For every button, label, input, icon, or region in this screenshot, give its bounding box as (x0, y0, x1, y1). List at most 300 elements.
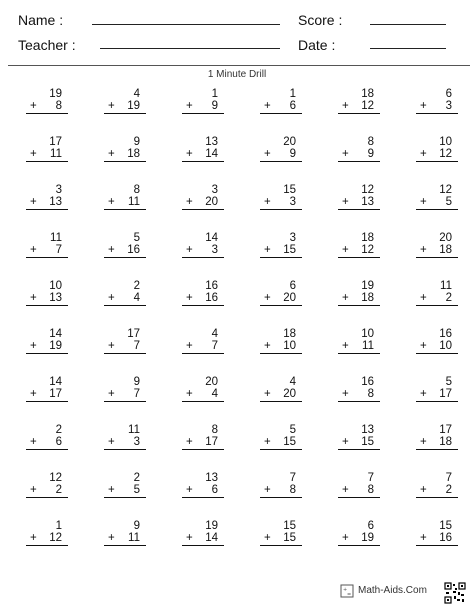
top-addend: 3 (55, 184, 62, 196)
bottom-addend-row (26, 244, 68, 258)
plus-sign: + (342, 340, 349, 352)
bottom-addend-row (260, 148, 302, 162)
bottom-addend: 14 (205, 532, 218, 544)
plus-sign: + (342, 100, 349, 112)
bottom-addend: 20 (205, 196, 218, 208)
top-addend: 1 (289, 88, 296, 100)
bottom-addend: 10 (283, 340, 296, 352)
bottom-addend: 15 (283, 532, 296, 544)
plus-sign: + (108, 388, 115, 400)
bottom-addend-row (182, 436, 224, 450)
top-addend: 10 (439, 136, 452, 148)
top-addend: 19 (205, 520, 218, 532)
bottom-addend: 8 (55, 100, 62, 112)
bottom-addend: 6 (55, 436, 62, 448)
top-addend: 4 (133, 88, 140, 100)
addition-problem (416, 280, 458, 318)
bottom-addend: 18 (361, 292, 374, 304)
bottom-addend-row (182, 484, 224, 498)
plus-sign: + (264, 532, 271, 544)
bottom-addend-row (104, 436, 146, 450)
top-addend: 7 (289, 472, 296, 484)
bottom-addend-row (416, 484, 458, 498)
plus-sign: + (108, 436, 115, 448)
plus-sign: + (186, 100, 193, 112)
bottom-addend: 13 (49, 196, 62, 208)
bottom-addend: 3 (445, 100, 452, 112)
bottom-addend-row (182, 244, 224, 258)
bottom-addend: 8 (289, 484, 296, 496)
addition-problem (260, 232, 302, 270)
plus-sign: + (264, 436, 271, 448)
plus-sign: + (186, 196, 193, 208)
plus-sign: + (30, 532, 37, 544)
top-addend: 11 (50, 232, 62, 244)
bottom-addend-row (338, 196, 380, 210)
plus-sign: + (30, 148, 37, 160)
brand-text: Math-Aids.Com (358, 585, 427, 596)
addition-problem (26, 520, 68, 558)
plus-sign: + (30, 436, 37, 448)
plus-sign: + (186, 484, 193, 496)
math-aids-logo-icon (340, 584, 354, 598)
addition-problem (26, 136, 68, 174)
plus-sign: + (342, 292, 349, 304)
bottom-addend-row (104, 148, 146, 162)
bottom-addend: 6 (289, 100, 296, 112)
plus-sign: + (30, 484, 37, 496)
addition-problem (182, 328, 224, 366)
addition-problem (104, 88, 146, 126)
bottom-addend: 13 (49, 292, 62, 304)
bottom-addend-row (104, 196, 146, 210)
bottom-addend-row (26, 532, 68, 546)
bottom-addend-row (416, 100, 458, 114)
bottom-addend-row (416, 292, 458, 306)
top-addend: 14 (49, 328, 62, 340)
top-addend: 4 (289, 376, 296, 388)
score-line[interactable] (370, 24, 446, 25)
addition-problem (104, 184, 146, 222)
svg-text:+: + (343, 587, 348, 593)
bottom-addend: 9 (211, 100, 218, 112)
bottom-addend-row (104, 100, 146, 114)
plus-sign: + (186, 292, 193, 304)
bottom-addend-row (416, 532, 458, 546)
bottom-addend-row (182, 196, 224, 210)
bottom-addend-row (182, 388, 224, 402)
plus-sign: + (108, 292, 115, 304)
plus-sign: + (264, 244, 271, 256)
addition-problem (104, 280, 146, 318)
top-addend: 4 (211, 328, 218, 340)
bottom-addend: 12 (361, 244, 374, 256)
addition-problem (26, 280, 68, 318)
plus-sign: + (420, 292, 427, 304)
addition-problem (416, 232, 458, 270)
plus-sign: + (420, 148, 427, 160)
bottom-addend: 15 (283, 436, 296, 448)
bottom-addend-row (338, 388, 380, 402)
footer (340, 582, 470, 602)
bottom-addend: 2 (55, 484, 62, 496)
plus-sign: + (264, 388, 271, 400)
bottom-addend-row (182, 292, 224, 306)
bottom-addend-row (26, 292, 68, 306)
plus-sign: + (108, 532, 115, 544)
addition-problem (416, 88, 458, 126)
bottom-addend-row (416, 340, 458, 354)
plus-sign: + (30, 244, 37, 256)
bottom-addend-row (260, 340, 302, 354)
addition-problem (26, 424, 68, 462)
plus-sign: + (342, 196, 349, 208)
addition-problem (260, 424, 302, 462)
bottom-addend-row (182, 148, 224, 162)
bottom-addend-row (338, 532, 380, 546)
addition-problem (104, 520, 146, 558)
addition-problem (338, 424, 380, 462)
bottom-addend: 3 (133, 436, 140, 448)
addition-problem (338, 184, 380, 222)
bottom-addend-row (338, 436, 380, 450)
addition-problem (260, 472, 302, 510)
plus-sign: + (108, 196, 115, 208)
bottom-addend: 18 (439, 436, 452, 448)
bottom-addend: 16 (127, 244, 140, 256)
addition-problem (182, 376, 224, 414)
top-addend: 19 (49, 88, 62, 100)
bottom-addend-row (260, 196, 302, 210)
plus-sign: + (420, 100, 427, 112)
bottom-addend-row (260, 484, 302, 498)
score-label: Score : (298, 12, 343, 28)
top-addend: 5 (445, 376, 452, 388)
problem-grid (20, 88, 460, 568)
bottom-addend: 6 (211, 484, 218, 496)
bottom-addend: 10 (439, 340, 452, 352)
addition-problem (260, 280, 302, 318)
top-addend: 8 (133, 184, 140, 196)
bottom-addend: 18 (127, 148, 140, 160)
bottom-addend: 16 (439, 532, 452, 544)
top-addend: 7 (445, 472, 452, 484)
addition-problem (416, 424, 458, 462)
bottom-addend-row (260, 244, 302, 258)
plus-sign: + (108, 340, 115, 352)
addition-problem (416, 328, 458, 366)
bottom-addend: 13 (361, 196, 374, 208)
svg-text:=: = (347, 592, 352, 598)
addition-problem (104, 424, 146, 462)
plus-sign: + (420, 196, 427, 208)
bottom-addend-row (26, 148, 68, 162)
bottom-addend-row (260, 292, 302, 306)
bottom-addend: 11 (128, 196, 140, 208)
top-addend: 15 (283, 520, 296, 532)
bottom-addend-row (260, 388, 302, 402)
bottom-addend-row (260, 100, 302, 114)
bottom-addend-row (416, 244, 458, 258)
addition-problem (416, 520, 458, 558)
bottom-addend: 17 (49, 388, 62, 400)
bottom-addend: 3 (289, 196, 296, 208)
addition-problem (338, 520, 380, 558)
plus-sign: + (186, 436, 193, 448)
plus-sign: + (264, 100, 271, 112)
bottom-addend-row (104, 340, 146, 354)
top-addend: 8 (211, 424, 218, 436)
addition-problem (26, 88, 68, 126)
header-divider (8, 65, 470, 66)
top-addend: 18 (283, 328, 296, 340)
bottom-addend: 19 (361, 532, 374, 544)
bottom-addend: 9 (367, 148, 374, 160)
bottom-addend: 7 (211, 340, 218, 352)
bottom-addend-row (416, 436, 458, 450)
top-addend: 6 (445, 88, 452, 100)
plus-sign: + (186, 340, 193, 352)
plus-sign: + (420, 388, 427, 400)
addition-problem (104, 232, 146, 270)
bottom-addend-row (104, 292, 146, 306)
bottom-addend-row (338, 292, 380, 306)
addition-problem (182, 184, 224, 222)
name-label: Name : (18, 12, 64, 28)
top-addend: 1 (211, 88, 218, 100)
plus-sign: + (186, 148, 193, 160)
top-addend: 17 (127, 328, 140, 340)
addition-problem (182, 520, 224, 558)
top-addend: 9 (133, 136, 140, 148)
plus-sign: + (186, 532, 193, 544)
plus-sign: + (186, 244, 193, 256)
bottom-addend: 2 (445, 292, 452, 304)
bottom-addend: 12 (49, 532, 62, 544)
teacher-line[interactable] (100, 48, 280, 49)
plus-sign: + (420, 436, 427, 448)
addition-problem (182, 88, 224, 126)
plus-sign: + (420, 532, 427, 544)
top-addend: 16 (439, 328, 452, 340)
bottom-addend: 7 (133, 388, 140, 400)
addition-problem (182, 424, 224, 462)
plus-sign: + (420, 244, 427, 256)
addition-problem (416, 472, 458, 510)
addition-problem (338, 88, 380, 126)
top-addend: 7 (367, 472, 374, 484)
bottom-addend-row (338, 100, 380, 114)
addition-problem (104, 376, 146, 414)
addition-problem (260, 184, 302, 222)
top-addend: 9 (133, 376, 140, 388)
addition-problem (260, 520, 302, 558)
bottom-addend-row (416, 388, 458, 402)
bottom-addend: 11 (362, 340, 374, 352)
plus-sign: + (30, 292, 37, 304)
bottom-addend-row (104, 388, 146, 402)
plus-sign: + (30, 340, 37, 352)
plus-sign: + (342, 436, 349, 448)
addition-problem (416, 184, 458, 222)
plus-sign: + (264, 292, 271, 304)
plus-sign: + (108, 148, 115, 160)
top-addend: 10 (49, 280, 62, 292)
plus-sign: + (342, 148, 349, 160)
top-addend: 18 (361, 232, 374, 244)
worksheet-header (0, 0, 474, 64)
addition-problem (416, 136, 458, 174)
top-addend: 17 (439, 424, 452, 436)
top-addend: 2 (133, 280, 140, 292)
name-line[interactable] (92, 24, 280, 25)
addition-problem (182, 472, 224, 510)
addition-problem (26, 232, 68, 270)
addition-problem (260, 328, 302, 366)
plus-sign: + (108, 100, 115, 112)
bottom-addend-row (104, 532, 146, 546)
top-addend: 20 (283, 136, 296, 148)
addition-problem (338, 472, 380, 510)
top-addend: 12 (439, 184, 452, 196)
bottom-addend-row (26, 196, 68, 210)
plus-sign: + (264, 484, 271, 496)
addition-problem (260, 88, 302, 126)
top-addend: 16 (205, 280, 218, 292)
top-addend: 10 (361, 328, 374, 340)
plus-sign: + (342, 244, 349, 256)
bottom-addend-row (182, 100, 224, 114)
top-addend: 13 (205, 136, 218, 148)
top-addend: 20 (205, 376, 218, 388)
bottom-addend-row (104, 244, 146, 258)
addition-problem (104, 136, 146, 174)
top-addend: 1 (55, 520, 62, 532)
addition-problem (338, 232, 380, 270)
addition-problem (416, 376, 458, 414)
addition-problem (338, 376, 380, 414)
top-addend: 20 (439, 232, 452, 244)
plus-sign: + (30, 388, 37, 400)
bottom-addend-row (416, 148, 458, 162)
bottom-addend: 14 (205, 148, 218, 160)
addition-problem (338, 136, 380, 174)
top-addend: 3 (289, 232, 296, 244)
top-addend: 5 (289, 424, 296, 436)
bottom-addend: 19 (49, 340, 62, 352)
plus-sign: + (420, 340, 427, 352)
plus-sign: + (264, 196, 271, 208)
bottom-addend: 5 (445, 196, 452, 208)
plus-sign: + (264, 148, 271, 160)
bottom-addend: 11 (128, 532, 140, 544)
plus-sign: + (186, 388, 193, 400)
addition-problem (260, 136, 302, 174)
bottom-addend: 9 (289, 148, 296, 160)
bottom-addend-row (26, 388, 68, 402)
bottom-addend: 20 (283, 388, 296, 400)
bottom-addend-row (260, 436, 302, 450)
bottom-addend: 4 (133, 292, 140, 304)
plus-sign: + (108, 244, 115, 256)
bottom-addend: 17 (205, 436, 218, 448)
plus-sign: + (264, 340, 271, 352)
plus-sign: + (30, 100, 37, 112)
bottom-addend-row (182, 532, 224, 546)
addition-problem (104, 472, 146, 510)
top-addend: 2 (133, 472, 140, 484)
addition-problem (182, 280, 224, 318)
top-addend: 14 (49, 376, 62, 388)
bottom-addend-row (338, 484, 380, 498)
addition-problem (338, 328, 380, 366)
bottom-addend: 12 (439, 148, 452, 160)
top-addend: 11 (128, 424, 140, 436)
bottom-addend-row (182, 340, 224, 354)
bottom-addend-row (26, 436, 68, 450)
addition-problem (26, 328, 68, 366)
date-line[interactable] (370, 48, 446, 49)
bottom-addend: 19 (127, 100, 140, 112)
bottom-addend-row (338, 340, 380, 354)
bottom-addend: 2 (445, 484, 452, 496)
top-addend: 13 (361, 424, 374, 436)
bottom-addend-row (104, 484, 146, 498)
qr-code-icon (444, 582, 466, 604)
bottom-addend: 15 (283, 244, 296, 256)
bottom-addend: 8 (367, 388, 374, 400)
addition-problem (182, 136, 224, 174)
top-addend: 15 (283, 184, 296, 196)
top-addend: 2 (55, 424, 62, 436)
bottom-addend-row (338, 148, 380, 162)
addition-problem (104, 328, 146, 366)
plus-sign: + (342, 484, 349, 496)
drill-title: 1 Minute Drill (207, 69, 267, 80)
top-addend: 18 (361, 88, 374, 100)
top-addend: 5 (133, 232, 140, 244)
date-label: Date : (298, 37, 336, 53)
bottom-addend: 3 (211, 244, 218, 256)
top-addend: 3 (211, 184, 218, 196)
top-addend: 15 (439, 520, 452, 532)
bottom-addend: 7 (133, 340, 140, 352)
bottom-addend-row (338, 244, 380, 258)
addition-problem (26, 472, 68, 510)
bottom-addend: 16 (205, 292, 218, 304)
teacher-label: Teacher : (18, 37, 76, 53)
plus-sign: + (30, 196, 37, 208)
addition-problem (260, 376, 302, 414)
bottom-addend: 12 (361, 100, 374, 112)
bottom-addend-row (416, 196, 458, 210)
top-addend: 17 (49, 136, 62, 148)
bottom-addend: 11 (50, 148, 62, 160)
top-addend: 14 (205, 232, 218, 244)
top-addend: 8 (367, 136, 374, 148)
bottom-addend-row (26, 100, 68, 114)
bottom-addend-row (260, 532, 302, 546)
top-addend: 12 (49, 472, 62, 484)
bottom-addend: 8 (367, 484, 374, 496)
bottom-addend: 15 (361, 436, 374, 448)
plus-sign: + (342, 532, 349, 544)
top-addend: 11 (440, 280, 452, 292)
addition-problem (26, 184, 68, 222)
top-addend: 13 (205, 472, 218, 484)
addition-problem (182, 232, 224, 270)
top-addend: 12 (361, 184, 374, 196)
